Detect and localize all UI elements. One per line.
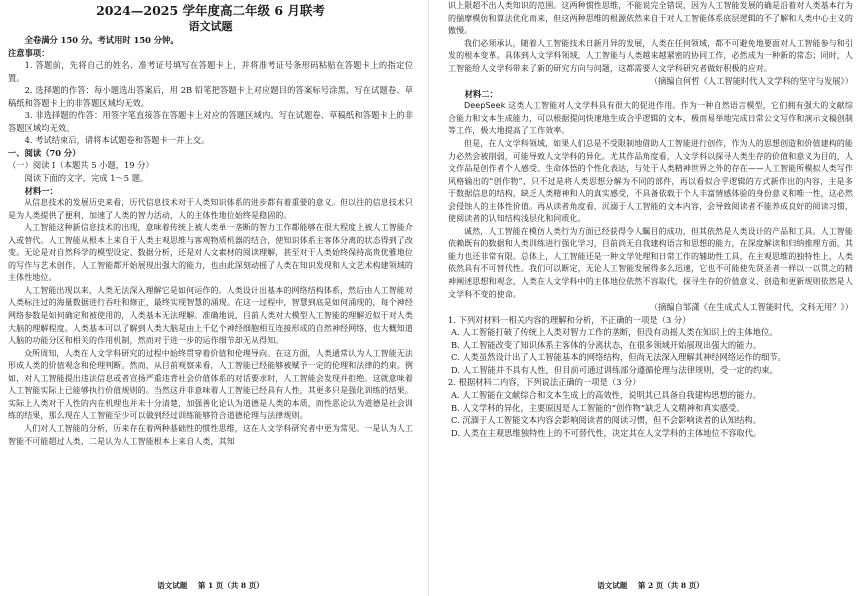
section-heading: 一、阅读（70 分） [8, 147, 81, 158]
question-2-option-b: B. 人文学科的异化，主要原因是人工智能的“创作物”缺乏人文精神和真实感受。 [451, 402, 745, 413]
material-1-label: 材料一： [24, 185, 58, 196]
footer-subject: 语文试题 [157, 581, 188, 590]
footer-page-number: 第 1 页（共 8 页） [197, 581, 264, 590]
paragraph: 但是，在人文学科领域，如果人们总是不受限制地借助人工智能进行创作，作为人的思想创造和价值建构的能力必然会被削弱，可能导致人文学科的异化。尤其作品角度看，人文学科以探寻人类生存的价值和意义为目的，人文作品是创作者个人感受、生命体悟的个性化表达，与处于人类精神世界之外的存在——人工智能所模拟人类写作风格输出的“创作物”，只不过是将人类思想分解为不同的部件，再以看似合乎逻辑的方式新作出的内容，主是多于数据信息的结构，缺乏人类精神和人的真实感受，不具备依载于个人丰富情感体验的身份意义和唯一性，这必然会侵蚀人的主体性价值。再从读者角度看，沉溺于人工智能的文本内容，会导致阅读者不能养成良好的阅读习惯，使阅读者的认知结构浅层化和同质化。 [448, 139, 853, 224]
question-2-option-a: A. 人工智能在文献综合和文本生成上的高效性，说明其已具备自我建构思想的能力。 [451, 389, 761, 400]
reading-instruction: 阅读下面的文字，完成 1～5 题。 [24, 173, 149, 184]
paragraph: DeepSeek 这类人工智能对人文学科具有很大的促进作用。作为一种自然语言模型，它们拥有强大的文献综合能力和文本生成能力，可以根据提问快速地生成合乎逻辑的文本，极而易举地完成日常公文写作和演示文稿创制等工作，极大地提高了工作效率。 [448, 101, 853, 136]
paragraph: 我们必须承认，随着人工智能技术日新月异的发展，人类在任何领域，都不可避免地要面对人工智能参与和引发的根本变革。具体到人文学科领域，人工智能与人类越来越紧密的协同工作，必然成为一种新的常态；同时，人工智能给人文学科带来了新的研究方向与问题，这都需要人文学科研究者做好积极的应对。 [448, 38, 853, 73]
question-1-option-c: C. 人类虽然设计出了人工智能基本的网络结构，但尚无法深入理解其神经网络运作的细节。 [451, 352, 786, 363]
page-1-footer [8, 580, 413, 591]
paragraph: 人们对人工智能的分析，历来存在着两种基础性的惯性思维，这在人文学科研究者中更为常见。一是认为人工智能不可能超过人类，二是认为人工智能根本上来自人类，其知 [8, 423, 413, 446]
exam-title: 2024—2025 学年度高二年级 6 月联考 [96, 3, 325, 18]
source-citation-1: （摘编自何哲《人工智能时代人文学科的坚守与发展》） [649, 76, 853, 87]
notice-2: 2. 选择题的作答：每小题选出答案后，用 2B 铅笔把答题卡上对应题目的答案标号涂黑，写在试题卷、草稿纸和答题卡上的非答题区域均无效。 [8, 85, 413, 108]
notice-heading: 注意事项： [8, 47, 50, 58]
notice-3: 3. 非选择题的作答：用签字笔直接答在答题卡上对应的答题区域内。写在试题卷、草稿纸和答题卡上的非答题区域均无效。 [8, 110, 413, 133]
material-2-label: 材料二： [464, 88, 498, 99]
paragraph: 识上限超不出人类知识的范围。这两种惯性思维，不能说完全错误，因为人工智能发展的确是沿着对人类基本行为的揣摩模仿和算法优化而来，但这两种思维的根源依然来自于对人工智能体系底层逻辑的不了解和人类中心主义的傲慢。 [448, 1, 853, 36]
exam-meta: 全卷满分 150 分。考试用时 150 分钟。 [24, 35, 179, 45]
notice-1: 1. 答题前，先将自己的姓名、准考证号填写在答题卡上，并将准考证号条形码粘贴在答题卡上的指定位置。 [8, 60, 413, 83]
source-citation-2: （摘编自邹潇《在生成式人工智能时代，文科无用？》） [649, 302, 853, 313]
page-2-footer [448, 580, 853, 591]
question-2-option-c: C. 沉湎于人工智能文本内容会影响阅读者的阅读习惯，但不会影响读者的认知结构。 [451, 415, 762, 426]
notice-4: 4. 考试结束后，请将本试题卷和答题卡一并上交。 [24, 135, 210, 146]
exam-subject: 语文试题 [188, 20, 233, 33]
subsection-heading: （一）阅读 I（本题共 5 小题，19 分） [8, 160, 154, 171]
question-1-stem: 1. 下列对材料一相关内容的理解和分析，不正确的一项是（3 分） [448, 314, 691, 325]
paragraph: 众所周知，人类在人文学科研究的过程中始终贯穿着价值和伦理导向。在这方面，人类通常认为人工智能无法形成人类的价值观念和伦理判断。然而，从目前观察来看，人工智能已经能够被赋予一定的伦理和法律的约束。例如，对人工智能提出违法信息或者宣扬严重违背社会价值体系的对话要求时，人工智能会发现并拒绝。这就意味着人工智能实际上已能够执行价值规则的。当然这并非意味着人工智能已经具有人性，其更多只是强化训练的结果。实际上人类对于人性的内在机理也并未十分清楚，加强善化论认为道德是人类的本质，而性恶论认为道德是社会训练的结果，那么现在人工智能至少可以做到经过训练能够符合道德伦理与法律规则。 [8, 348, 413, 421]
page-1 [8, 0, 413, 596]
question-1-option-d: D. 人工智能并不具有人性，但目前可通过训练部分遵循伦理与法律规则，受一定的约束。 [451, 364, 778, 375]
page-divider [428, 0, 429, 596]
footer-page-number: 第 2 页（共 8 页） [637, 581, 704, 590]
question-2-option-d: D. 人类在主观思维独特性上的不可替代性，决定其在人文学科的主体地位不容取代。 [451, 427, 762, 438]
footer-subject: 语文试题 [597, 581, 628, 590]
question-1-option-a: A. 人工智能打破了传统上人类对智力工作的垄断，但没有动摇人类在知识上的主体地位。 [451, 327, 778, 338]
paragraph: 人工智能出现以来，人类无法深入理解它是如何运作的。人类设计出基本的网络结构体系，然后由人工智能对人类标注过的海量数据进行吞吐和修正，最终实现智慧的涌现。在这一过程中，智慧到底是如何涌现的，每个神经网络参数是如何确定和被使用的，人类基本无法理解。准确地说，目前人类对大模型人工智能的理解近似于对人类大脑的理解程度。人类基本可以了解到人类大脑是由上千亿个神经细胞相互连接形成的自然神经网络，也大概知道人脑的功能分区和相关的作用机制，然而对于进一步的运作细节却无从得知。 [8, 285, 413, 346]
paragraph: 诚然，人工智能在模仿人类行为方面已经获得令人瞩目的成功，但其依然是人类设计的产品和工具。人工智能依赖既有的数据和人类训练进行强化学习，目前尚无自我建构语言和思想的能力，在深度解读和归纳推理方面，其能力也还非常有限。总体上，人工智能还是一种文学处理和日常工作的辅助性工具，在主观思维的独特性上，人类依然具有不可替代性。我们可以断定，无论人工智能发展得多么迅速，它也不可能使先贤圣者一样以一以贯之的精神阐述思想和观念，人类在人文学科中的主体地位依然不容取代，探寻生存的价值意义、创造和更新规则依然是人文学科不变的使命。 [448, 226, 853, 299]
question-1-option-b: B. 人工智能改变了知识体系主客体的分离状态，在很多领域开始展现出强大的能力。 [451, 339, 762, 350]
question-2-stem: 2. 根据材料二内容，下列说法正确的一项是（3 分） [448, 377, 641, 388]
paragraph: 人工智能这种新信息技术的出现，意味着传统上被人类单一垄断的智力工作都能够在很大程度上被人工智能介入或替代。人工智能从根本上来自于人类主观思维与客观物质机器的结合，使知识体系主客体分离的状态得到了改变。无论是对自然科学的模型设定、数据分析，还是对人文素材的阅读理解，甚至对于人类始终保持高贵优雅地位的写作与艺术创作，人工智能都开始展现出强大的能力，也由此深刻动摇了人类在知识发现和人文艺术构建领域的主体性地位。 [8, 223, 413, 283]
paragraph: 从信息技术的发展历史来看，历代信息技术对于人类知识体系的进步都有着重要的意义。但以往的信息技术只是为人类提供了便利，加速了人类的智力活动，人的主体性地位始终是稳固的。 [8, 198, 413, 220]
page-2 [448, 0, 853, 596]
